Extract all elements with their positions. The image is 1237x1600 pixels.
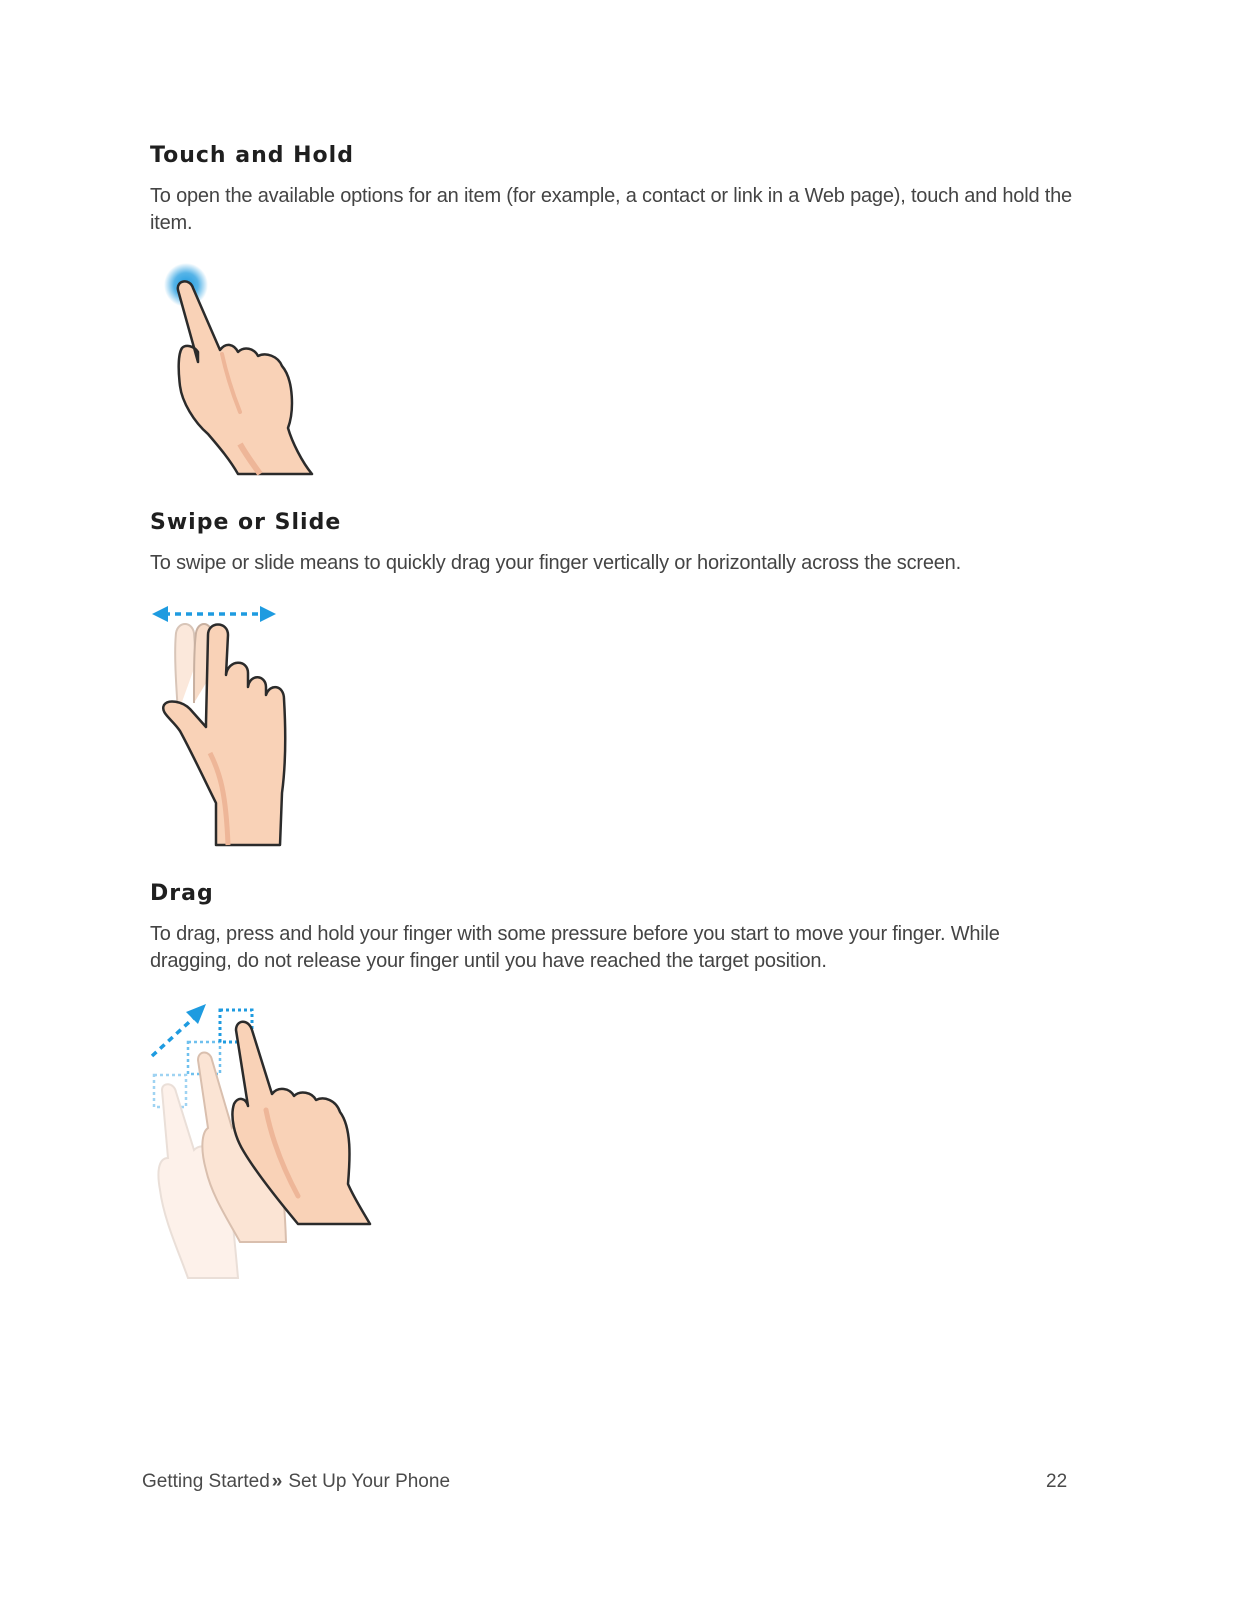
- footer-separator: »: [271, 1471, 283, 1492]
- section-text-touch-and-hold: To open the available options for an item (for example, a contact or link in a Web page), touch and hold the item.: [150, 185, 1072, 234]
- footer-breadcrumb: [142, 1471, 450, 1493]
- section-heading-drag: Drag: [150, 881, 214, 906]
- swipe-hand-icon: [150, 603, 290, 848]
- drag-hand-icon: [148, 1000, 378, 1280]
- section-heading-touch-and-hold: Touch and Hold: [150, 143, 354, 168]
- section-text-drag: To drag, press and hold your finger with some pressure before you start to move your finger. While dragging, do not release your finger until you have reached the target position.: [150, 923, 1000, 972]
- footer-chapter: Getting Started: [142, 1471, 270, 1492]
- swipe-arrow-icon: [152, 606, 276, 622]
- section-heading-swipe-or-slide: Swipe or Slide: [150, 510, 342, 535]
- page-number: 22: [1046, 1471, 1068, 1492]
- footer-section: Set Up Your Phone: [288, 1471, 451, 1492]
- section-text-swipe-or-slide: To swipe or slide means to quickly drag your finger vertically or horizontally across the screen.: [150, 552, 961, 574]
- drag-arrow-icon: [152, 1004, 206, 1056]
- touch-and-hold-hand-icon: [160, 262, 330, 477]
